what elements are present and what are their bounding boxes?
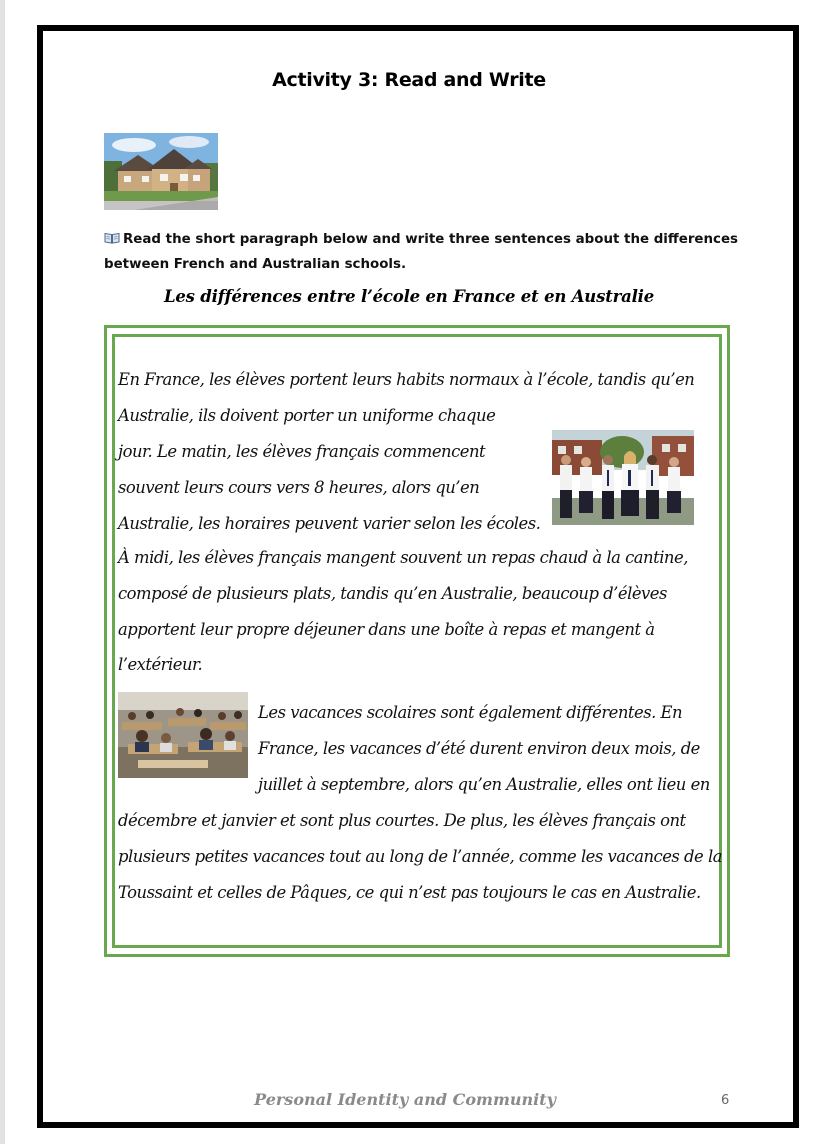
paragraph-line: jour. Le matin, les élèves français commencent <box>118 442 486 461</box>
page-title: Activity 3: Read and Write <box>272 69 546 91</box>
paragraph-line: En France, les élèves portent leurs habits normaux à l’école, tandis qu’en <box>118 370 695 389</box>
instruction-text <box>104 227 744 277</box>
paragraph-line: décembre et janvier et sont plus courtes. De plus, les élèves français ont <box>118 811 686 830</box>
paragraph-line: plusieurs petites vacances tout au long de l’année, comme les vacances de la <box>118 847 722 866</box>
french-heading: Les différences entre l’école en France et en Australie <box>163 287 655 306</box>
paragraph-line: Les vacances scolaires sont également différentes. En <box>258 703 683 722</box>
page-number: 6 <box>721 1093 730 1108</box>
house-photo <box>104 133 218 210</box>
footer-title: Personal Identity and Community <box>254 1090 556 1109</box>
students-uniform-photo <box>552 430 694 525</box>
paragraph-line: Australie, les horaires peuvent varier selon les écoles. <box>118 514 541 533</box>
paragraph-line: Australie, ils doivent porter un uniforme chaque <box>118 406 496 425</box>
paragraph-line: composé de plusieurs plats, tandis qu’en Australie, beaucoup d’élèves <box>118 584 667 603</box>
open-book-icon <box>104 228 120 240</box>
paragraph-line: l’extérieur. <box>118 655 203 674</box>
paragraph-line: À midi, les élèves français mangent souvent un repas chaud à la cantine, <box>118 548 688 567</box>
paragraph-line: apportent leur propre déjeuner dans une boîte à repas et mangent à <box>118 620 655 639</box>
paragraph-line: souvent leurs cours vers 8 heures, alors qu’en <box>118 478 480 497</box>
paragraph-line: juillet à septembre, alors qu’en Australie, elles ont lieu en <box>258 775 710 794</box>
instruction-line-2: between French and Australian schools. <box>104 257 407 272</box>
paragraph-line: Toussaint et celles de Pâques, ce qui n’est pas toujours le cas en Australie. <box>118 883 701 902</box>
viewer-edge <box>0 0 5 1144</box>
classroom-photo <box>118 692 248 778</box>
instruction-line-1: Read the short paragraph below and write three sentences about the differences <box>123 232 739 247</box>
paragraph-line: France, les vacances d’été durent environ deux mois, de <box>258 739 700 758</box>
